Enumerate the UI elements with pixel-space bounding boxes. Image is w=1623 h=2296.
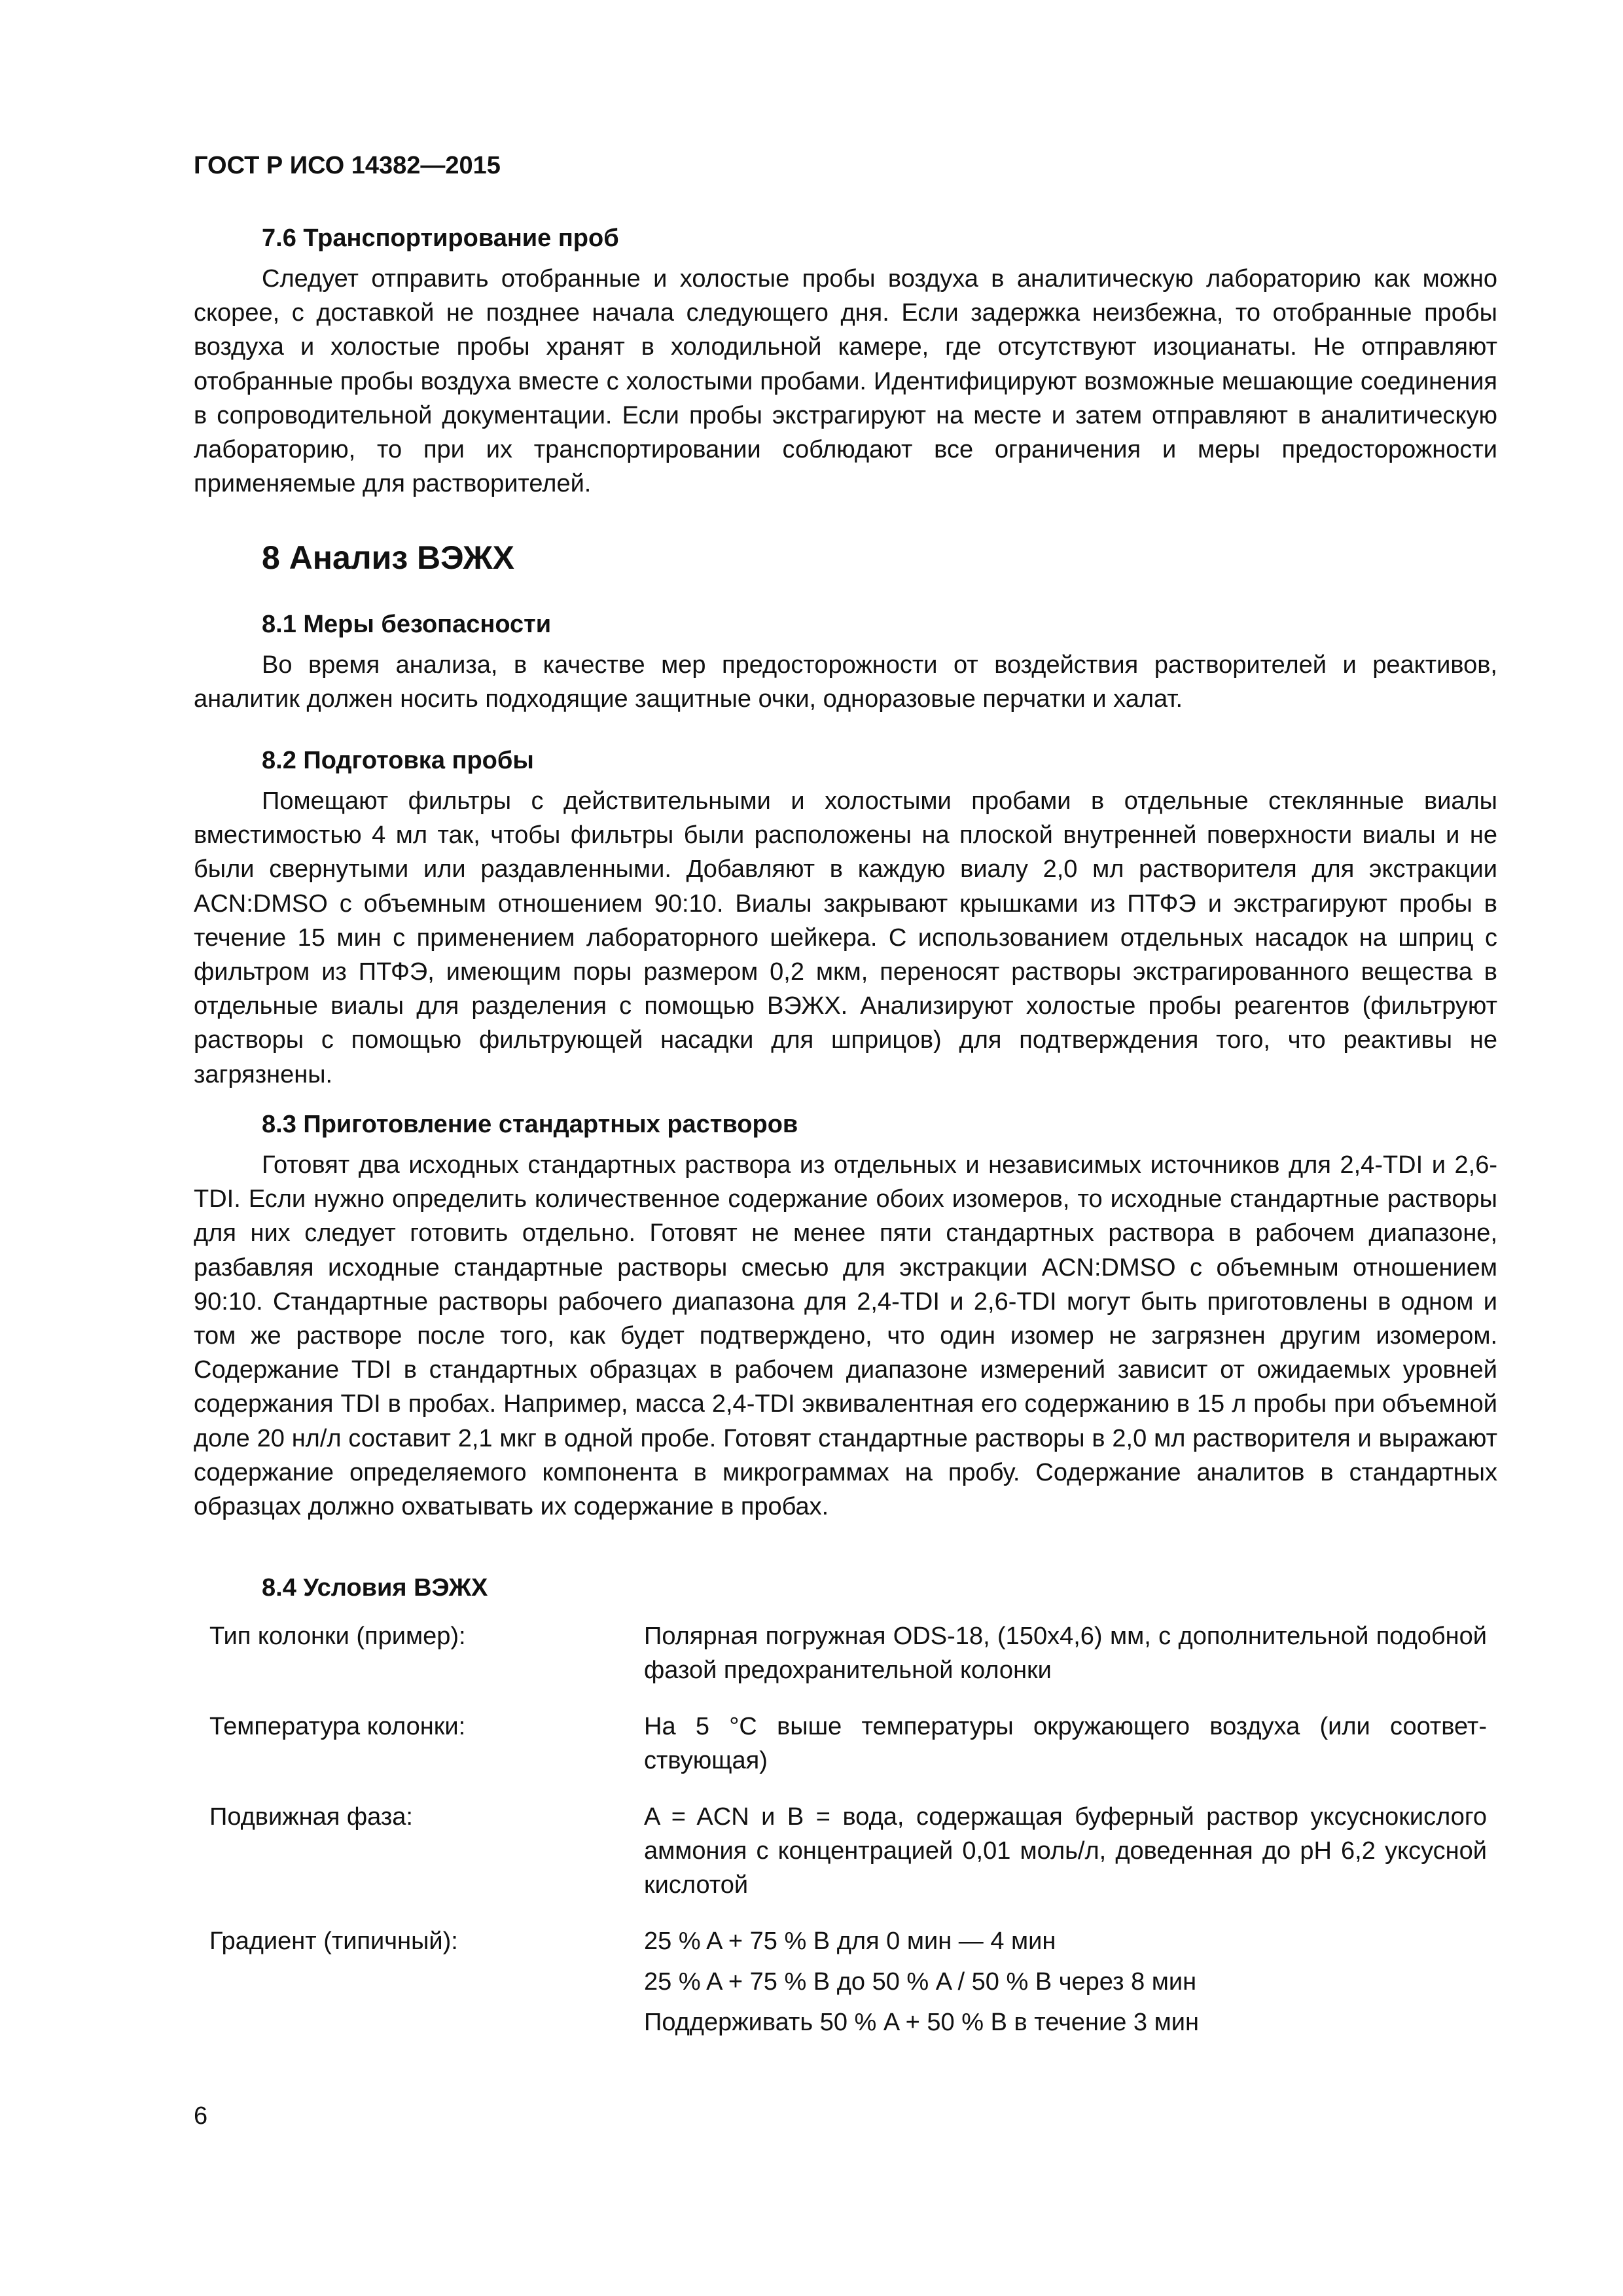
section-8-3-text: Готовят два исходных стандартных раствора из отдельных и независимых источников для 2,4-TDI и 2,6-TDI. Если нужно определить количественное содержание обоих изомеров, то исходные стандартные растворы для них следует готовить отдельно. Готовят не менее пяти стандартных раствора в рабочем диапазоне, разбавляя исходные стандартные растворы смесью для экстракции ACN:DMSO с объемным отношением 90:10. Стандартные растворы рабочего диапазона для 2,4-TDI и 2,6-TDI могут быть приготовлены в одном и том же растворе после того, как будет подтверждено, что один изомер не загрязнен другим изомером. Содержание TDI в стандартных образцах в рабочем диапазоне измерений зависит от ожидаемых уровней содержания TDI в пробах. Например, масса 2,4-TDI эквивалентная его содержанию в 15 л пробы при объемной доле 20 нл/л составит 2,1 мкг в одной пробе. Готовят стандартные растворы в 2,0 мл растворителя и выражают содержание определяемого компонента в микрограммах на пробу. Содержание аналитов в стандартных образцах должно охватывать их содержание в пробах. [194,1151,1497,1521]
column-temperature-label: Температура колонки: [209,1713,466,1740]
section-8-2-title: 8.2 Подготовка пробы [262,747,534,774]
column-temperature-row [209,1710,1487,1778]
mobile-phase-row [209,1800,1487,1902]
gradient-step: 25 % A + 75 % B до 50 % A / 50 % B через 8 мин [644,1968,1197,1996]
section-8-1 [194,609,1497,716]
gradient-row [209,1924,1487,2046]
mobile-phase-value: A = ACN и B = вода, содержащая буферный раствор уксуснокислого аммония с концентрацией 0,01 моль/л, доведенная до pH 6,2 уксусной кислотой [644,1803,1487,1899]
hplc-conditions [209,1619,1487,2068]
section-7-6 [194,223,1497,501]
column-type-value: Полярная погружная ODS-18, (150x4,6) мм, с дополнительной подобной фазой предохранительной колонки [644,1623,1487,1684]
column-temperature-value: На 5 °С выше температуры окружающего воздуха (или соответствующая) [644,1713,1487,1774]
mobile-phase-label: Подвижная фаза: [209,1803,413,1831]
section-8 [194,538,1497,577]
section-8-3-title: 8.3 Приготовление стандартных растворов [262,1111,798,1138]
section-8-2-text: Помещают фильтры с действительными и холостыми пробами в отдельные стеклянные виалы вместимостью 4 мл так, чтобы фильтры были расположены на плоской внутренней поверхности виалы и не были свернутыми или раздавленными. Добавляют в каждую виалу 2,0 мл растворителя для экстракции ACN:DMSO с объемным отношением 90:10. Виалы закрывают крышками из ПТФЭ и экстрагируют пробы в течение 15 мин с применением лабораторного шейкера. С использованием отдельных насадок на шприц с фильтром из ПТФЭ, имеющим поры размером 0,2 мкм, переносят растворы экстрагированного вещества в отдельные виалы для разделения с помощью ВЭЖХ. Анализируют холостые пробы реагентов (фильтруют растворы с помощью фильтрующей насадки для шприцов) для подтверждения того, что реактивы не загрязнены. [194,787,1497,1088]
gradient-step: 25 % A + 75 % B для 0 мин — 4 мин [644,1928,1056,1955]
section-7-6-text: Следует отправить отобранные и холостые пробы воздуха в аналитическую лабораторию как можно скорее, с доставкой не позднее начала следующего дня. Если задержка неизбежна, то отобранные пробы воздуха и холостые пробы хранят в холодильной камере, где отсутствуют изоцианаты. Не отправляют отобранные пробы воздуха вместе с холостыми пробами. Идентифицируют возможные мешающие соединения в сопроводительной документации. Если пробы экстрагируют на месте и затем отправляют в аналитическую лабораторию, то при их транспортировании соблюдают все ограничения и меры предосторожности применяемые для растворителей. [194,265,1497,498]
section-8-4 [194,1572,1497,1604]
section-8-4-title: 8.4 Условия ВЭЖХ [262,1574,488,1602]
section-8-1-title: 8.1 Меры безопасности [262,611,552,638]
page-number: 6 [194,2102,208,2130]
section-7-6-title: 7.6 Транспортирование проб [262,224,619,252]
section-8-2 [194,745,1497,1092]
gradient-label: Градиент (типичный): [209,1928,458,1955]
section-8-title: 8 Анализ ВЭЖХ [262,539,515,576]
gradient-step: Поддерживать 50 % A + 50 % B в течение 3 мин [644,2009,1199,2036]
section-8-3 [194,1109,1497,1524]
column-type-label: Тип колонки (пример): [209,1623,466,1650]
section-8-1-text: Во время анализа, в качестве мер предосторожности от воздействия растворителей и реактивов, аналитик должен носить подходящие защитные очки, одноразовые перчатки и халат. [194,651,1497,713]
gradient-values [644,1924,1487,2046]
document-code: ГОСТ Р ИСО 14382—2015 [194,152,501,179]
column-type-row [209,1619,1487,1687]
